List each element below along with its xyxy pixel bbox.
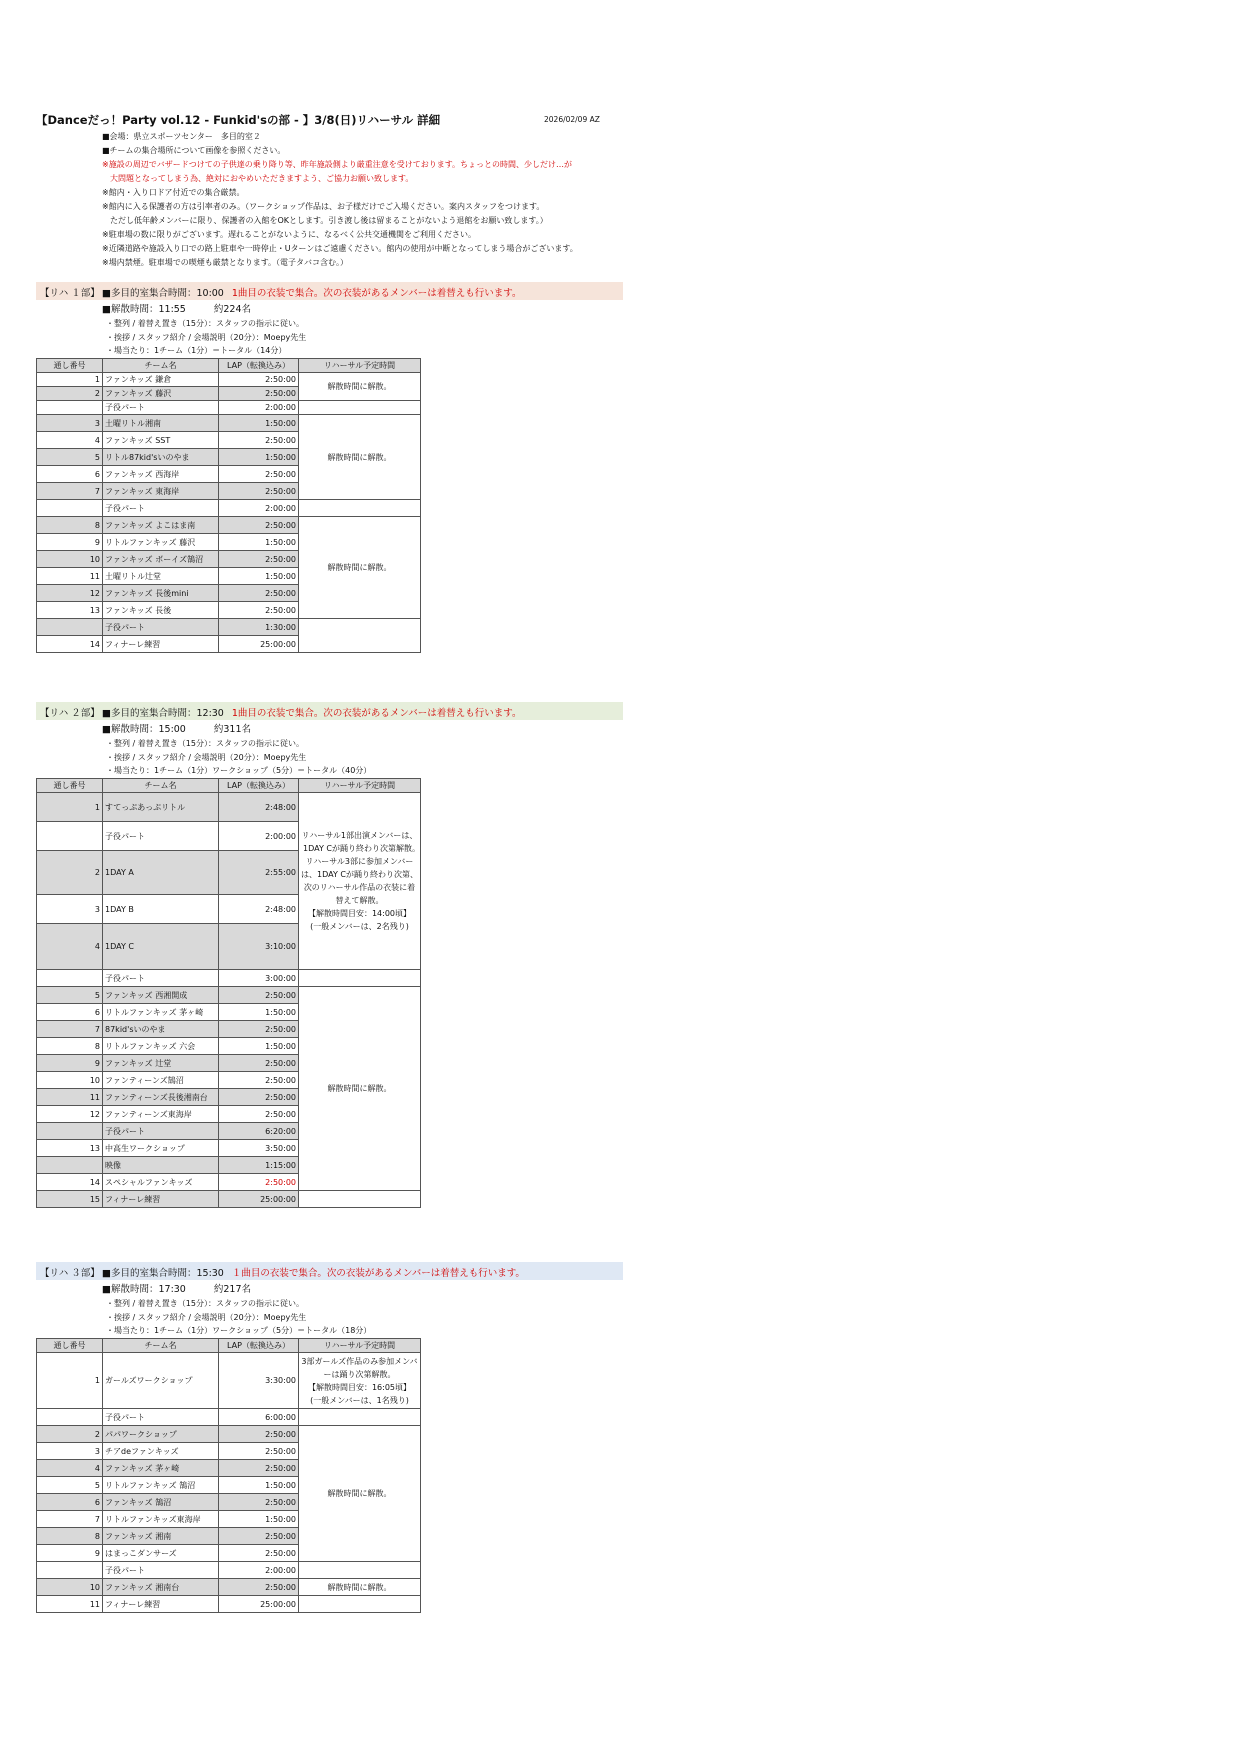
team-name: 子役パート: [103, 1409, 219, 1426]
table-row: [37, 517, 421, 534]
procedure-item: ・挨拶 / スタッフ紹介 / 会場説明（20分）：Moepy先生: [106, 1312, 307, 1322]
lap-time: 6:00:00: [219, 1409, 299, 1426]
row-number: 7: [37, 1511, 103, 1528]
row-number: 6: [37, 1494, 103, 1511]
lap-time: 2:50:00: [219, 1443, 299, 1460]
team-name: リトルファンキッズ 藤沢: [103, 534, 219, 551]
team-name: ファンキッズ 長後mini: [103, 585, 219, 602]
row-number: 10: [37, 1072, 103, 1089]
lap-time: 1:15:00: [219, 1157, 299, 1174]
row-number: 4: [37, 1460, 103, 1477]
row-number: 9: [37, 1055, 103, 1072]
row-number: [37, 970, 103, 987]
table-row: [37, 500, 421, 517]
row-number: 3: [37, 1443, 103, 1460]
lap-time: 2:50:00: [219, 1021, 299, 1038]
row-number: 15: [37, 1191, 103, 1208]
row-number: [37, 822, 103, 851]
team-name: ファンキッズ 長後: [103, 602, 219, 619]
note-line: ※館内に入る保護者の方は引率者のみ。（ワークショップ作品は、お子様だけでご入場ください。案内スタッフをつけます。: [102, 202, 545, 211]
row-number: 3: [37, 895, 103, 924]
team-name: すてっぷあっぷリトル: [103, 793, 219, 822]
member-count: 約311名: [213, 724, 251, 735]
team-name: フィナーレ練習: [103, 636, 219, 653]
lap-time: 2:50:00: [219, 1426, 299, 1443]
lap-time: 2:50:00: [219, 551, 299, 568]
team-name: ファンキッズ 西湘開成: [103, 987, 219, 1004]
team-name: パパワークショップ: [103, 1426, 219, 1443]
team-name: 子役パート: [103, 500, 219, 517]
row-number: 5: [37, 987, 103, 1004]
lap-time: 6:20:00: [219, 1123, 299, 1140]
table-row: [37, 1562, 421, 1579]
lap-time: 2:00:00: [219, 822, 299, 851]
dismiss-time-text: ■解散時間：15:00: [102, 724, 186, 735]
row-number: [37, 500, 103, 517]
table-header-row: [37, 779, 421, 793]
team-name: ファンキッズ 鵠沼: [103, 1494, 219, 1511]
row-number: [37, 1562, 103, 1579]
note-line: ※駐車場の数に限りがございます。遅れることがないように、なるべく公共交通機関をご利用ください。: [102, 230, 477, 239]
row-number: 12: [37, 585, 103, 602]
team-name: ファンキッズ 西海岸: [103, 466, 219, 483]
note-text: 解散時間に解散。: [327, 1582, 392, 1592]
col-header-lap: LAP（転換込み）: [219, 359, 299, 373]
note-text: 解散時間に解散。: [327, 1084, 392, 1093]
table-header-row: [37, 359, 421, 373]
rehearsal-note: [299, 517, 421, 619]
lap-time: 2:50:00: [219, 1494, 299, 1511]
team-name: リトルファンキッズ 六会: [103, 1038, 219, 1055]
team-name: ファンキッズ 東海岸: [103, 483, 219, 500]
col-header-lap: LAP（転換込み）: [219, 1339, 299, 1353]
header: [36, 112, 600, 128]
schedule-table: [36, 358, 421, 653]
note-text: 解散時間に解散。: [327, 452, 392, 462]
table-row: [37, 1353, 421, 1409]
team-name: フィナーレ練習: [103, 1596, 219, 1613]
dismiss-time: [102, 301, 251, 315]
lap-time: 25:00:00: [219, 636, 299, 653]
lap-time: 2:50:00: [219, 1528, 299, 1545]
col-header-note: リハーサル予定時間: [299, 359, 421, 373]
rehearsal-note: [299, 500, 421, 517]
row-number: 14: [37, 636, 103, 653]
note-text: リハーサル1部出演メンバーは、1DAY Cが踊り終わり次第解散。 リハーサル3部に参加メンバーは、1DAY Cが踊り終わり次第、次のリハーサル作品の衣装に着替えて解散。: [301, 831, 440, 905]
procedure-list: [106, 1297, 371, 1338]
lap-time: 2:50:00: [219, 987, 299, 1004]
row-number: 10: [37, 551, 103, 568]
lap-time: 3:00:00: [219, 970, 299, 987]
table-row: [37, 1426, 421, 1443]
lap-time: 25:00:00: [219, 1596, 299, 1613]
note-text: 解散時間に解散。: [327, 1489, 392, 1498]
row-number: 11: [37, 568, 103, 585]
general-notes: [102, 130, 622, 270]
team-name: ファンキッズ 鎌倉: [103, 373, 219, 387]
team-name: ファンキッズ 辻堂: [103, 1055, 219, 1072]
note-line: ■チームの集合場所について画像を参照ください。: [102, 146, 286, 155]
assembly-time: [102, 705, 521, 719]
team-name: 土曜リトル辻堂: [103, 568, 219, 585]
procedure-item: ・整列 / 着替え置き（15分）：スタッフの指示に従い。: [106, 319, 304, 328]
lap-time: 2:50:00: [219, 1072, 299, 1089]
row-number: [37, 1409, 103, 1426]
team-name: ファンティーンズ長後湘南台: [103, 1089, 219, 1106]
table-row: [37, 793, 421, 822]
row-number: [37, 1123, 103, 1140]
team-name: 子役パート: [103, 1562, 219, 1579]
note-line: ただし低年齢メンバーに限り、保護者の入館をOKとします。引き渡し後は留まることがないよう退館をお願い致します。）: [110, 216, 548, 225]
lap-time: 2:50:00: [219, 602, 299, 619]
lap-time: 1:50:00: [219, 534, 299, 551]
table-row: [37, 1579, 421, 1596]
row-number: 4: [37, 432, 103, 449]
member-count: 約224名: [213, 304, 251, 315]
rehearsal-note: [299, 793, 440, 970]
team-name: 子役パート: [103, 619, 219, 636]
table-header-row: [37, 1339, 421, 1353]
lap-time: 3:10:00: [219, 924, 299, 970]
rehearsal-note: [299, 1596, 421, 1613]
row-number: 8: [37, 1528, 103, 1545]
col-header-lap: LAP（転換込み）: [219, 779, 299, 793]
col-header-note: リハーサル予定時間: [299, 779, 421, 793]
lap-time: 2:00:00: [219, 1562, 299, 1579]
lap-time: 1:50:00: [219, 568, 299, 585]
table-row: [37, 987, 421, 1004]
team-name: はまっこダンサーズ: [103, 1545, 219, 1562]
team-name: ファンキッズ SST: [103, 432, 219, 449]
lap-time: 2:50:00: [219, 1174, 299, 1191]
note-text: (一般メンバーは、2名残り): [310, 922, 409, 931]
rehearsal-note: [299, 373, 421, 401]
row-number: 2: [37, 387, 103, 401]
dismiss-time: [102, 1281, 251, 1295]
row-number: 5: [37, 449, 103, 466]
lap-time: 3:50:00: [219, 1140, 299, 1157]
team-name: 1DAY B: [103, 895, 219, 924]
lap-time: 1:50:00: [219, 1511, 299, 1528]
col-header-num: 通し番号: [37, 779, 103, 793]
lap-time: 2:50:00: [219, 585, 299, 602]
note-text: 【解散時間目安：16:05頃】: [307, 1382, 412, 1392]
rehearsal-note: [299, 970, 421, 987]
assembly-note: 1曲目の衣装で集合。次の衣装があるメンバーは着替えも行います。: [231, 288, 522, 299]
team-name: チアdeファンキッズ: [103, 1443, 219, 1460]
section-label: 【リハ ２部】: [40, 708, 100, 719]
note-line: ■会場：県立スポーツセンター 多目的室２: [102, 132, 261, 141]
team-name: ファンキッズ よこはま南: [103, 517, 219, 534]
row-number: 9: [37, 534, 103, 551]
col-header-num: 通し番号: [37, 1339, 103, 1353]
rehearsal-note: [299, 1353, 421, 1409]
procedure-item: ・挨拶 / スタッフ紹介 / 会場説明（20分）：Moepy先生: [106, 332, 307, 342]
lap-time: 2:50:00: [219, 387, 299, 401]
team-name: 1DAY A: [103, 851, 219, 895]
note-line: ※近隣道路や施設入り口での路上駐車や一時停止・Uターンはご遠慮ください。館内の使用が中断となってしまう場合がございます。: [102, 244, 578, 253]
row-number: 8: [37, 1038, 103, 1055]
lap-time: 1:50:00: [219, 415, 299, 432]
row-number: 6: [37, 466, 103, 483]
row-number: 12: [37, 1106, 103, 1123]
team-name: 映像: [103, 1157, 219, 1174]
team-name: 土曜リトル湘南: [103, 415, 219, 432]
section-label: 【リハ ３部】: [40, 1268, 100, 1279]
row-number: [37, 619, 103, 636]
team-name: リトルファンキッズ 茅ヶ崎: [103, 1004, 219, 1021]
note-line: ※場内禁煙。駐車場での喫煙も厳禁となります。（電子タバコ含む。）: [102, 258, 348, 267]
note-line: ※館内・入り口ドア付近での集合厳禁。: [102, 188, 245, 197]
assembly-time-text: ■多目的室集合時間：12:30: [102, 708, 224, 719]
rehearsal-note: [299, 987, 421, 1191]
procedure-item: ・整列 / 着替え置き（15分）：スタッフの指示に従い。: [106, 739, 304, 748]
lap-time: 2:50:00: [219, 1055, 299, 1072]
document-date: 2026/02/09 AZ: [544, 115, 600, 124]
team-name: ファンティーンズ東海岸: [103, 1106, 219, 1123]
team-name: ファンキッズ 湘南: [103, 1528, 219, 1545]
dismiss-time-text: ■解散時間：17:30: [102, 1284, 186, 1295]
section-label: 【リハ １部】: [40, 288, 100, 299]
lap-time: 2:50:00: [219, 517, 299, 534]
row-number: 14: [37, 1174, 103, 1191]
rehearsal-note: [299, 619, 421, 653]
note-text: 解散時間に解散。: [327, 382, 392, 391]
table-row: [37, 1191, 421, 1208]
note-text: 解散時間に解散。: [327, 563, 392, 572]
row-number: 7: [37, 1021, 103, 1038]
warning-line: 大問題となってしまう為、絶対におやめいただきますよう、ご協力お願い致します。: [110, 174, 414, 183]
team-name: リトルファンキッズ東海岸: [103, 1511, 219, 1528]
col-header-num: 通し番号: [37, 359, 103, 373]
rehearsal-note: [299, 1579, 421, 1596]
team-name: リトル87kid'sいのやま: [103, 449, 219, 466]
team-name: ガールズワークショップ: [103, 1353, 219, 1409]
schedule-table: [36, 778, 440, 1208]
lap-time: 2:50:00: [219, 1579, 299, 1596]
row-number: 13: [37, 602, 103, 619]
col-header-team: チーム名: [103, 1339, 219, 1353]
lap-time: 2:50:00: [219, 1106, 299, 1123]
row-number: 9: [37, 1545, 103, 1562]
team-name: 子役パート: [103, 1123, 219, 1140]
row-number: 4: [37, 924, 103, 970]
procedure-item: ・挨拶 / スタッフ紹介 / 会場説明（20分）：Moepy先生: [106, 752, 307, 762]
team-name: フィナーレ練習: [103, 1191, 219, 1208]
row-number: [37, 1157, 103, 1174]
lap-time: 2:48:00: [219, 793, 299, 822]
lap-time: 2:50:00: [219, 1460, 299, 1477]
procedure-item: ・場当たり：1チーム（1分）ワークショップ（5分）＝トータル（18分）: [106, 1326, 372, 1335]
table-row: [37, 401, 421, 415]
row-number: 10: [37, 1579, 103, 1596]
team-name: ファンキッズ 藤沢: [103, 387, 219, 401]
table-row: [37, 1409, 421, 1426]
assembly-time-text: ■多目的室集合時間：10:00: [102, 288, 224, 299]
lap-time: 2:50:00: [219, 1089, 299, 1106]
row-number: 11: [37, 1089, 103, 1106]
team-name: 中高生ワークショップ: [103, 1140, 219, 1157]
lap-time: 2:00:00: [219, 500, 299, 517]
row-number: [37, 401, 103, 415]
lap-time: 2:50:00: [219, 466, 299, 483]
team-name: 87kid'sいのやま: [103, 1021, 219, 1038]
warning-line: ※施設の周辺でバザードつけての子供達の乗り降り等、昨年施設側より厳重注意を受けております。ちょっとの時間、少しだけ…が: [102, 160, 573, 169]
procedure-list: [106, 737, 371, 778]
team-name: スペシャルファンキッズ: [103, 1174, 219, 1191]
lap-time: 1:50:00: [219, 1038, 299, 1055]
lap-time: 2:50:00: [219, 483, 299, 500]
row-number: 1: [37, 793, 103, 822]
lap-time: 2:50:00: [219, 1545, 299, 1562]
col-header-team: チーム名: [103, 779, 219, 793]
lap-time: 2:00:00: [219, 401, 299, 415]
procedure-item: ・場当たり：1チーム（1分）＝トータル（14分）: [106, 346, 287, 355]
table-row: [37, 415, 421, 432]
row-number: 1: [37, 1353, 103, 1409]
lap-time: 2:50:00: [219, 432, 299, 449]
lap-time: 1:50:00: [219, 1477, 299, 1494]
team-name: ファンキッズ 茅ヶ崎: [103, 1460, 219, 1477]
table-row: [37, 970, 421, 987]
page-title: 【Danceだっ！Party vol.12 - Funkid'sの部 - 】3/8(日)リハーサル 詳細: [36, 113, 441, 127]
team-name: 子役パート: [103, 401, 219, 415]
note-text: (一般メンバーは、1名残り): [310, 1395, 409, 1405]
lap-time: 2:48:00: [219, 895, 299, 924]
assembly-note: １曲目の衣装で集合。次の衣装があるメンバーは着替えも行います。: [231, 1268, 525, 1279]
rehearsal-note: [299, 415, 421, 500]
lap-time: 25:00:00: [219, 1191, 299, 1208]
team-name: ファンティーンズ鵠沼: [103, 1072, 219, 1089]
note-text: 3部ガールズ作品のみ参加メンバーは踊り次第解散。: [301, 1356, 418, 1379]
table-row: [37, 619, 421, 636]
table-row: [37, 373, 421, 387]
assembly-time: [102, 1265, 525, 1279]
team-name: ファンキッズ ボーイズ鵠沼: [103, 551, 219, 568]
procedure-item: ・場当たり：1チーム（1分）ワークショップ（5分）＝トータル（40分）: [106, 766, 372, 775]
col-header-note: リハーサル予定時間: [299, 1339, 421, 1353]
lap-time: 2:55:00: [219, 851, 299, 895]
col-header-team: チーム名: [103, 359, 219, 373]
lap-time: 1:50:00: [219, 1004, 299, 1021]
member-count: 約217名: [213, 1284, 251, 1295]
assembly-time-text: ■多目的室集合時間：15:30: [102, 1268, 224, 1279]
row-number: 1: [37, 373, 103, 387]
assembly-time: [102, 285, 521, 299]
lap-time: 3:30:00: [219, 1353, 299, 1409]
team-name: 子役パート: [103, 970, 219, 987]
lap-time: 1:30:00: [219, 619, 299, 636]
dismiss-time: [102, 721, 251, 735]
row-number: 2: [37, 851, 103, 895]
schedule-table: [36, 1338, 421, 1613]
row-number: 11: [37, 1596, 103, 1613]
row-number: 6: [37, 1004, 103, 1021]
rehearsal-note: [299, 1562, 421, 1579]
table-row: [37, 1596, 421, 1613]
procedure-item: ・整列 / 着替え置き（15分）：スタッフの指示に従い。: [106, 1299, 304, 1308]
row-number: 3: [37, 415, 103, 432]
team-name: リトルファンキッズ 鵠沼: [103, 1477, 219, 1494]
rehearsal-note: [299, 1409, 421, 1426]
row-number: 2: [37, 1426, 103, 1443]
row-number: 8: [37, 517, 103, 534]
row-number: 13: [37, 1140, 103, 1157]
rehearsal-note: [299, 401, 421, 415]
rehearsal-note: [299, 1426, 421, 1562]
team-name: 子役パート: [103, 822, 219, 851]
team-name: ファンキッズ 湘南台: [103, 1579, 219, 1596]
lap-time: 1:50:00: [219, 449, 299, 466]
assembly-note: 1曲目の衣装で集合。次の衣装があるメンバーは着替えも行います。: [231, 708, 522, 719]
row-number: 5: [37, 1477, 103, 1494]
row-number: 7: [37, 483, 103, 500]
rehearsal-note: [299, 1191, 421, 1208]
lap-time: 2:50:00: [219, 373, 299, 387]
procedure-list: [106, 317, 306, 358]
note-text: 【解散時間目安：14:00頃】: [307, 909, 412, 918]
dismiss-time-text: ■解散時間：11:55: [102, 304, 186, 315]
team-name: 1DAY C: [103, 924, 219, 970]
